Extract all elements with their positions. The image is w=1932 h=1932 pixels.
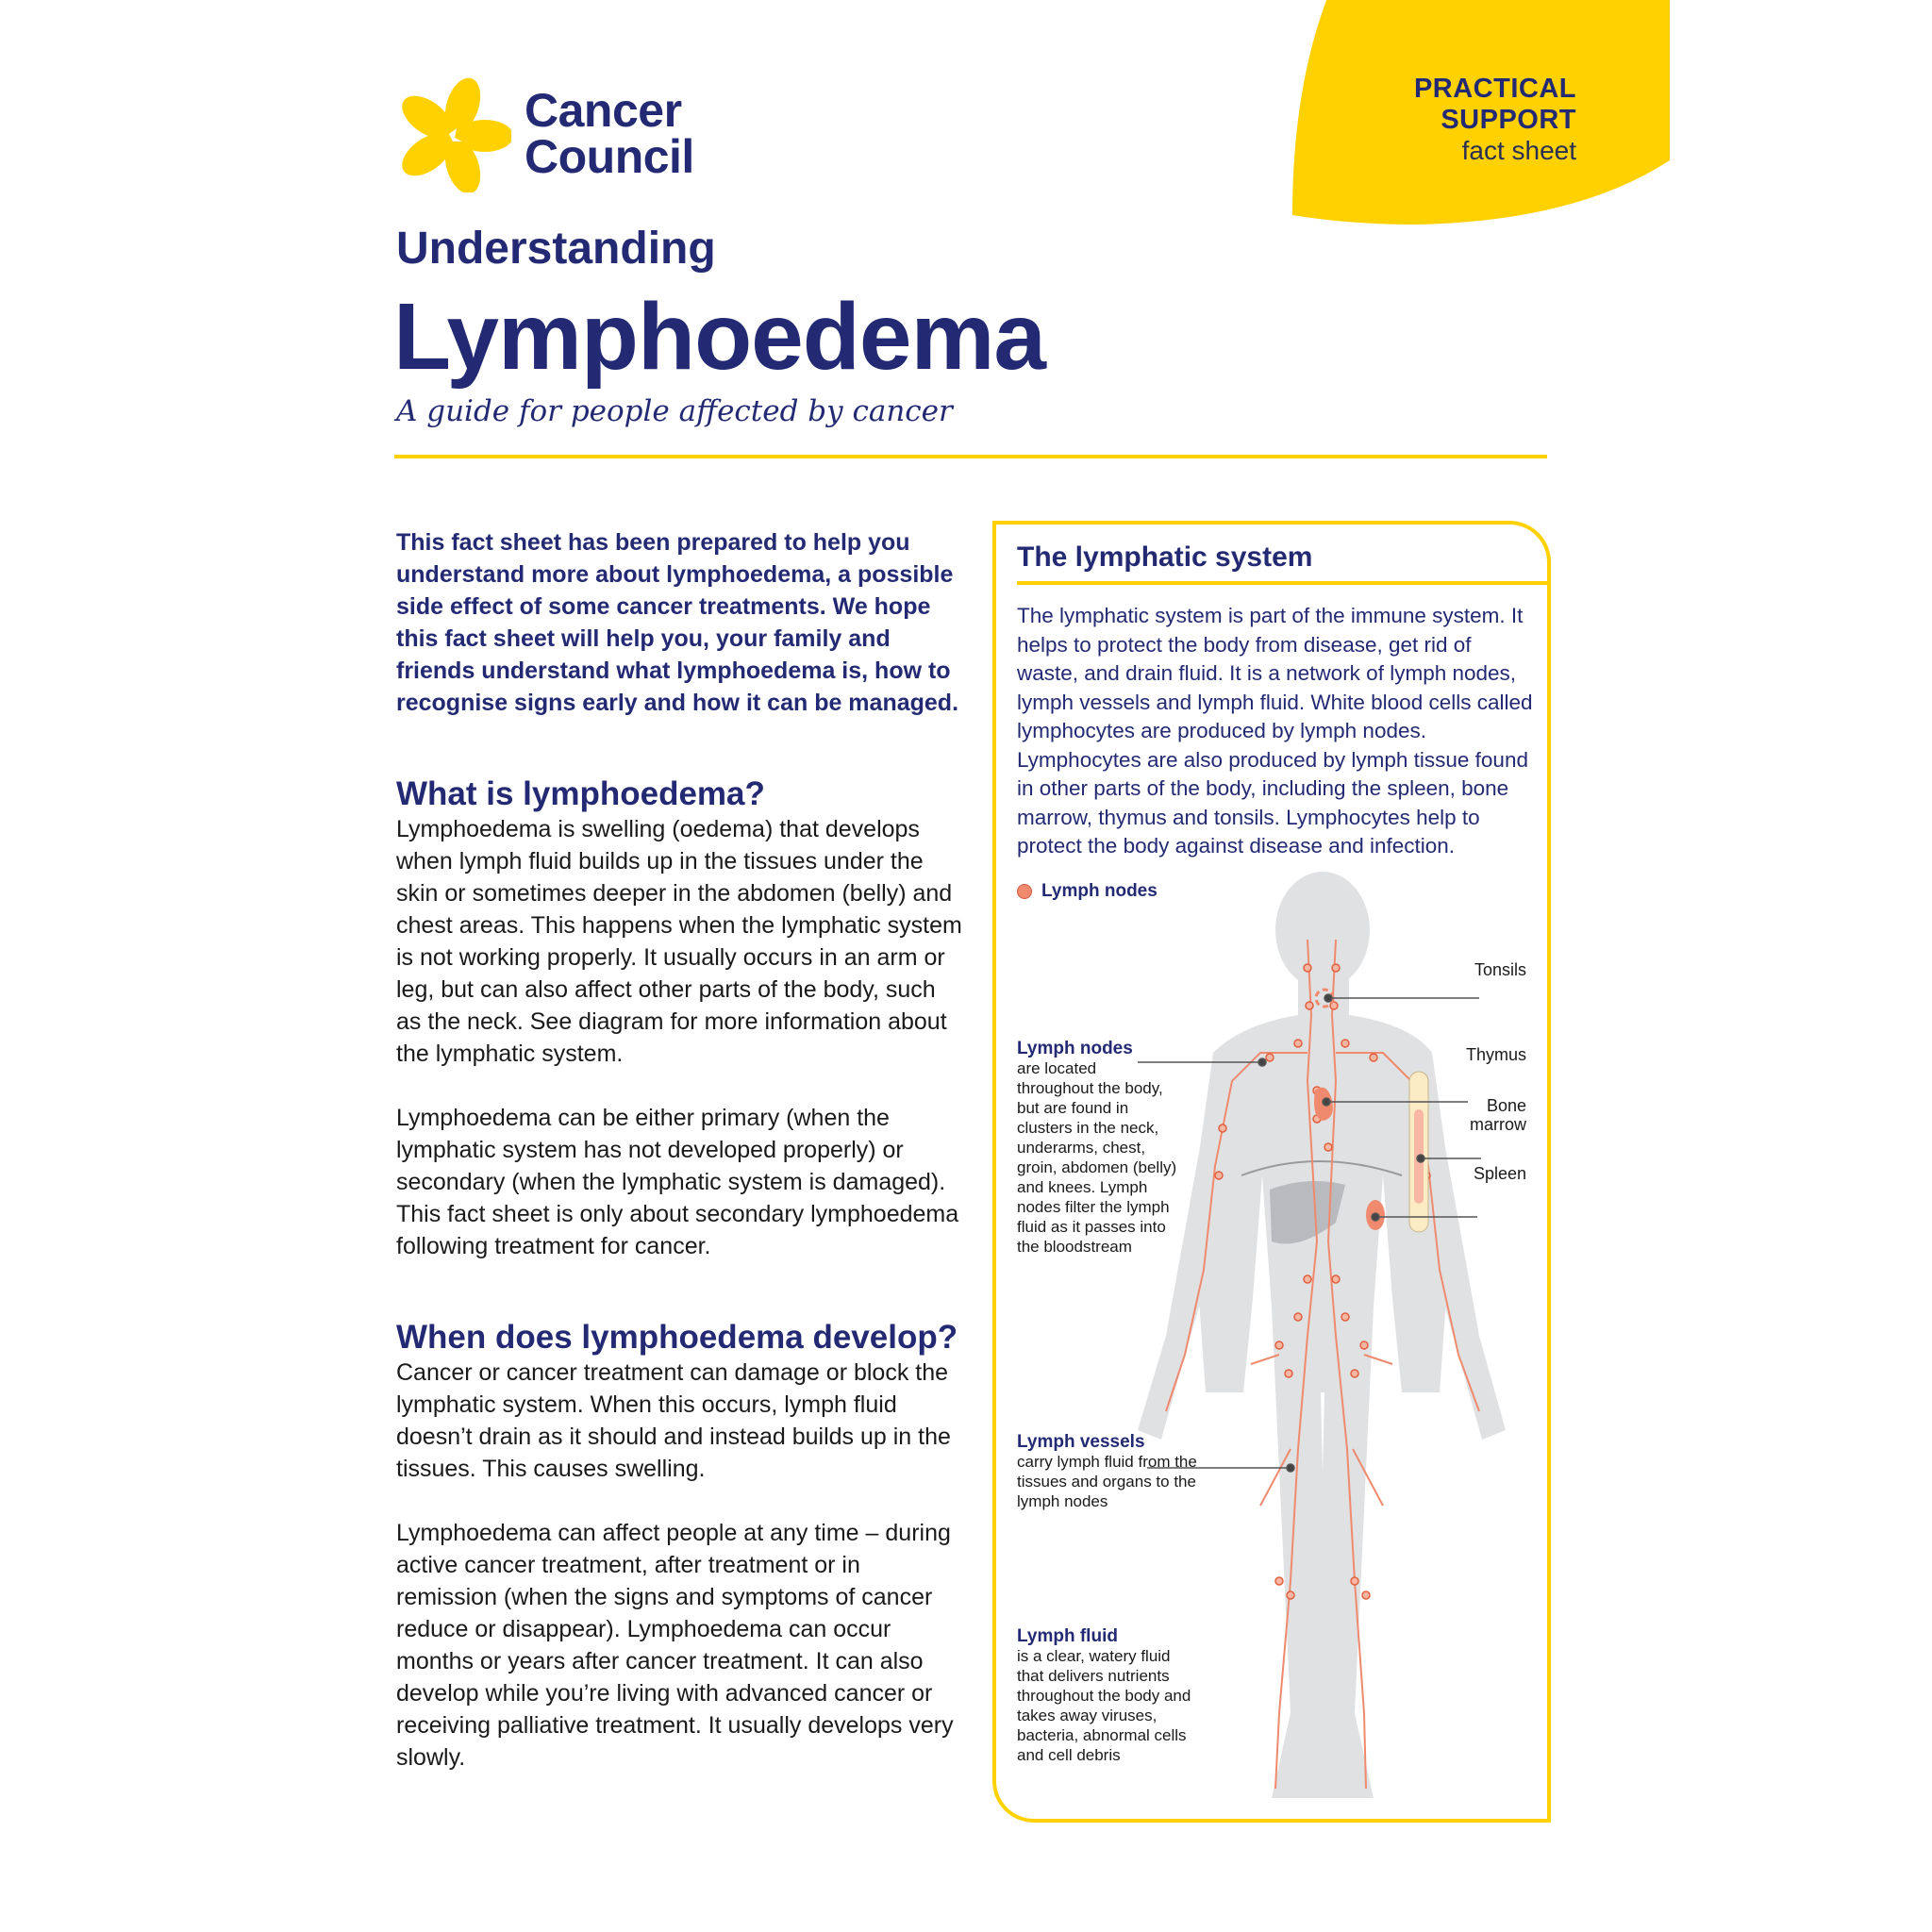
annotation-heading: Lymph vessels xyxy=(1017,1432,1145,1452)
header-divider xyxy=(394,455,1547,458)
cancer-council-logo xyxy=(394,75,694,192)
legend-label: Lymph nodes xyxy=(1041,881,1158,901)
lymphatic-system-panel xyxy=(992,521,1551,1823)
section-heading-when-develop: When does lymphoedema develop? xyxy=(396,1319,958,1356)
annotation-lymph-fluid xyxy=(1017,1626,1196,1765)
practical-support-badge xyxy=(1414,74,1576,166)
page-subtitle: A guide for people affected by cancer xyxy=(396,394,953,428)
section-paragraph: Lymphoedema can be either primary (when the lymphatic system has not developed properly) or secondary (when the lymphatic system is damaged). This fact sheet is only about secondary lymphoedema following treatment for cancer. xyxy=(396,1105,959,1259)
panel-divider xyxy=(1017,581,1547,585)
main-column xyxy=(396,526,962,1774)
label-spleen: Spleen xyxy=(1473,1164,1526,1183)
annotation-text: carry lymph fluid from the tissues and organs to the lymph nodes xyxy=(1017,1453,1197,1510)
panel-text: The lymphatic system is part of the immune system. It helps to protect the body from disease, get rid of waste, and drain fluid. It is a network of lymph nodes, lymph vessels and lymph fluid. White blood cells called lymphocytes are produced by lymph nodes. Lymphocytes are also produced by lymph tissue found in other parts of the body, including the spleen, bone marrow, thymus and tonsils. Lymphocytes help to protect the body against disease and infection. xyxy=(1017,604,1533,858)
section-heading-what-is: What is lymphoedema? xyxy=(396,775,765,812)
page-title: Lymphoedema xyxy=(393,284,1046,390)
annotation-lymph-vessels xyxy=(1017,1432,1206,1511)
section-paragraph: Cancer or cancer treatment can damage or block the lymphatic system. When this occurs, lymph fluid doesn’t drain as it should and instead builds up in the tissues. This causes swelling. xyxy=(396,1359,951,1482)
badge-line2: SUPPORT xyxy=(1441,105,1576,135)
daffodil-icon xyxy=(394,75,511,192)
logo-line2: Council xyxy=(525,130,694,183)
annotation-text: is a clear, watery fluid that delivers nutrients throughout the body and takes away viruses, bacteria, abnormal cells and cell debris xyxy=(1017,1647,1191,1764)
annotation-heading: Lymph nodes xyxy=(1017,1039,1133,1058)
label-bone-marrow: Bone marrow xyxy=(1469,1096,1526,1134)
intro-paragraph: This fact sheet has been prepared to help you understand more about lymphoedema, a possible side effect of some cancer treatments. We hope this fact sheet will help you, your family and friends understand what lymphoedema is, how to recognise signs early and how it can be managed. xyxy=(396,529,959,716)
annotation-lymph-nodes xyxy=(1017,1039,1177,1257)
label-thymus: Thymus xyxy=(1465,1045,1526,1064)
badge-line1: PRACTICAL xyxy=(1413,74,1576,104)
annotation-text: are located throughout the body, but are found in clusters in the neck, underarms, chest, groin, abdomen (belly) and knees. Lymph nodes filter the lymph fluid as it passes into the bloodstream xyxy=(1017,1059,1177,1256)
label-tonsils: Tonsils xyxy=(1474,960,1526,979)
panel-title: The lymphatic system xyxy=(1017,541,1313,573)
title-kicker: Understanding xyxy=(396,224,716,274)
annotation-heading: Lymph fluid xyxy=(1017,1626,1118,1646)
logo-line1: Cancer xyxy=(525,84,682,137)
section-paragraph: Lymphoedema is swelling (oedema) that develops when lymph fluid builds up in the tissues under the skin or sometimes deeper in the abdomen (belly) and chest areas. This happens when the lymphatic system is not working properly. It usually occurs in an arm or leg, but can also affect other parts of the body, such as the neck. See diagram for more information about the lymphatic system. xyxy=(396,816,962,1067)
section-paragraph: Lymphoedema can affect people at any time – during active cancer treatment, after treatment or in remission (when the signs and symptoms of cancer reduce or disappear). Lymphoedema can occur months or years after cancer treatment. It can also develop while you’re living with advanced cancer or receiving palliative treatment. It usually develops very slowly. xyxy=(396,1520,954,1771)
badge-line3: fact sheet xyxy=(1461,136,1576,165)
